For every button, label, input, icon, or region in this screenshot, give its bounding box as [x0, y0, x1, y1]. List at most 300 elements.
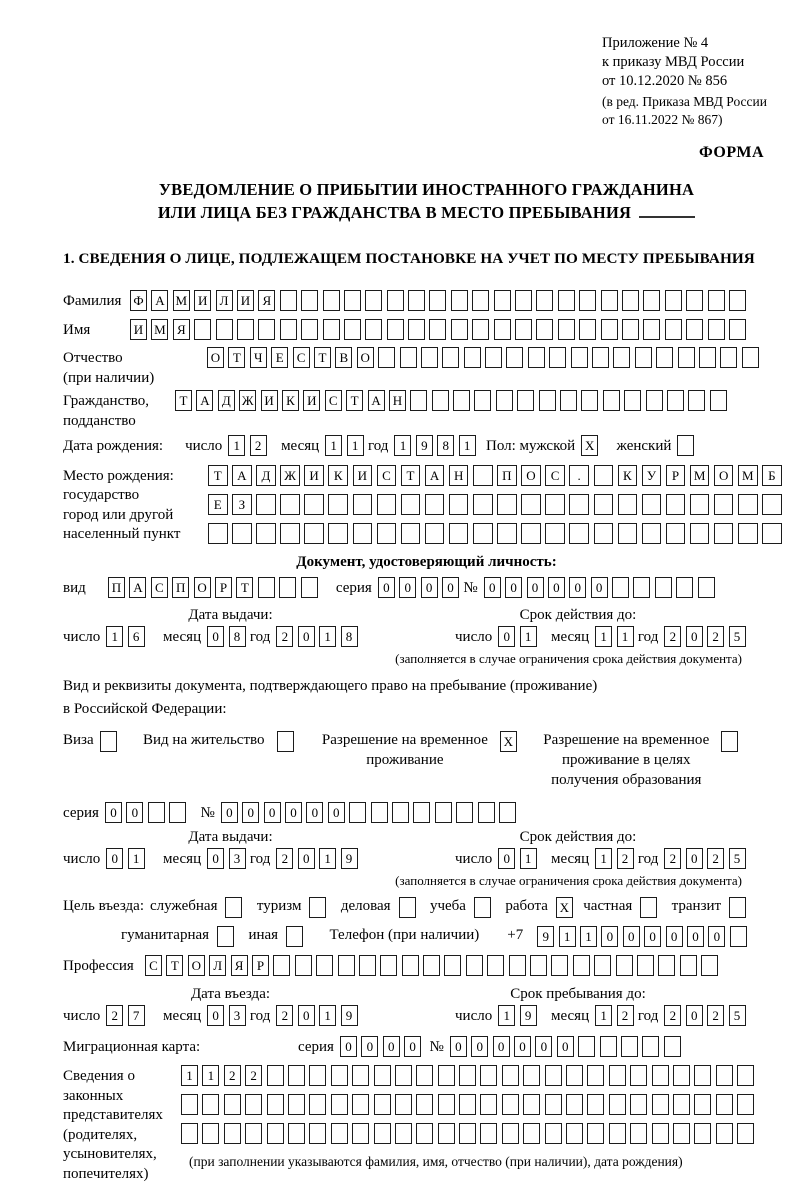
char-box[interactable] [664, 1036, 681, 1057]
char-box[interactable] [509, 955, 526, 976]
char-box[interactable] [444, 955, 461, 976]
char-box[interactable] [601, 290, 618, 311]
char-box[interactable] [673, 1065, 690, 1086]
char-box[interactable] [609, 1094, 626, 1115]
char-box[interactable]: 9 [341, 848, 358, 869]
char-box[interactable] [603, 390, 620, 411]
char-box[interactable]: И [261, 390, 278, 411]
char-box[interactable]: 1 [394, 435, 411, 456]
char-box[interactable] [579, 319, 596, 340]
purpose-other-checkbox[interactable] [286, 926, 307, 947]
char-box[interactable] [545, 1094, 562, 1115]
char-box[interactable] [181, 1094, 198, 1115]
char-box[interactable] [652, 1094, 669, 1115]
identity-valid-month[interactable] [595, 626, 638, 647]
char-box[interactable]: Т [208, 465, 228, 486]
char-box[interactable]: X [556, 897, 573, 918]
char-box[interactable]: О [194, 577, 211, 598]
char-box[interactable] [676, 577, 693, 598]
char-box[interactable]: Н [449, 465, 469, 486]
char-box[interactable]: К [328, 465, 348, 486]
char-box[interactable]: 6 [128, 626, 145, 647]
char-box[interactable] [217, 926, 234, 947]
char-box[interactable] [480, 1123, 497, 1144]
char-box[interactable] [737, 1094, 754, 1115]
char-box[interactable] [594, 523, 614, 544]
char-box[interactable] [352, 1094, 369, 1115]
char-box[interactable]: Д [218, 390, 235, 411]
char-box[interactable] [673, 1123, 690, 1144]
char-box[interactable]: М [151, 319, 168, 340]
identity-valid-day[interactable] [498, 626, 541, 647]
purpose-official-checkbox[interactable] [225, 897, 246, 918]
char-box[interactable] [515, 290, 532, 311]
char-box[interactable]: К [618, 465, 638, 486]
char-box[interactable] [459, 1065, 476, 1086]
char-box[interactable] [472, 319, 489, 340]
char-box[interactable] [633, 577, 650, 598]
char-box[interactable]: С [325, 390, 342, 411]
char-box[interactable] [359, 955, 376, 976]
char-box[interactable] [637, 955, 654, 976]
char-box[interactable] [738, 494, 758, 515]
char-box[interactable] [280, 290, 297, 311]
char-box[interactable] [521, 494, 541, 515]
char-box[interactable] [378, 347, 395, 368]
char-box[interactable] [656, 347, 673, 368]
char-box[interactable]: 2 [707, 848, 724, 869]
char-box[interactable] [708, 290, 725, 311]
char-box[interactable]: 0 [450, 1036, 467, 1057]
char-box[interactable] [466, 955, 483, 976]
char-box[interactable]: К [282, 390, 299, 411]
char-box[interactable] [353, 494, 373, 515]
entry-day[interactable] [106, 1005, 149, 1026]
migration-number-boxes[interactable] [450, 1036, 685, 1057]
char-box[interactable]: П [497, 465, 517, 486]
char-box[interactable] [304, 494, 324, 515]
char-box[interactable] [496, 390, 513, 411]
char-box[interactable] [408, 290, 425, 311]
char-box[interactable]: 1 [595, 626, 612, 647]
char-box[interactable]: Т [228, 347, 245, 368]
char-box[interactable] [216, 319, 233, 340]
char-box[interactable] [642, 523, 662, 544]
char-box[interactable] [694, 1065, 711, 1086]
purpose-tourism-checkbox[interactable] [309, 897, 330, 918]
char-box[interactable] [288, 1123, 305, 1144]
char-box[interactable] [721, 731, 738, 752]
char-box[interactable] [571, 347, 588, 368]
char-box[interactable] [530, 955, 547, 976]
char-box[interactable]: Т [401, 465, 421, 486]
purpose-transit-checkbox[interactable] [729, 897, 750, 918]
identity-issue-month[interactable] [207, 626, 250, 647]
char-box[interactable]: 0 [421, 577, 438, 598]
purpose-study-checkbox[interactable] [474, 897, 495, 918]
char-box[interactable]: 0 [708, 926, 725, 947]
char-box[interactable]: 0 [221, 802, 238, 823]
char-box[interactable]: 1 [325, 435, 342, 456]
representatives-row-3[interactable] [181, 1123, 759, 1144]
char-box[interactable] [515, 319, 532, 340]
entry-year[interactable] [276, 1005, 362, 1026]
char-box[interactable] [594, 494, 614, 515]
entry-month[interactable] [207, 1005, 250, 1026]
char-box[interactable]: 0 [106, 848, 123, 869]
char-box[interactable]: 0 [298, 626, 315, 647]
char-box[interactable] [449, 494, 469, 515]
char-box[interactable]: Д [256, 465, 276, 486]
char-box[interactable] [309, 1094, 326, 1115]
char-box[interactable]: 2 [664, 1005, 681, 1026]
char-box[interactable] [545, 1123, 562, 1144]
char-box[interactable]: 1 [595, 1005, 612, 1026]
char-box[interactable] [545, 494, 565, 515]
char-box[interactable] [331, 1123, 348, 1144]
char-box[interactable]: 0 [514, 1036, 531, 1057]
identity-valid-year[interactable] [664, 626, 750, 647]
char-box[interactable]: 1 [319, 848, 336, 869]
char-box[interactable]: 0 [557, 1036, 574, 1057]
char-box[interactable] [451, 290, 468, 311]
char-box[interactable]: И [353, 465, 373, 486]
char-box[interactable] [421, 347, 438, 368]
char-box[interactable]: 1 [459, 435, 476, 456]
char-box[interactable] [194, 319, 211, 340]
purpose-humanitarian-checkbox[interactable] [217, 926, 238, 947]
char-box[interactable] [521, 523, 541, 544]
char-box[interactable] [309, 1123, 326, 1144]
char-box[interactable]: 0 [298, 1005, 315, 1026]
char-box[interactable]: 0 [207, 626, 224, 647]
residence-valid-year[interactable] [664, 848, 750, 869]
char-box[interactable] [694, 1123, 711, 1144]
char-box[interactable]: 0 [207, 1005, 224, 1026]
char-box[interactable]: 0 [686, 848, 703, 869]
char-box[interactable] [528, 347, 545, 368]
char-box[interactable]: Е [208, 494, 228, 515]
char-box[interactable] [523, 1123, 540, 1144]
char-box[interactable] [566, 1123, 583, 1144]
char-box[interactable]: 0 [264, 802, 281, 823]
purpose-business-checkbox[interactable] [399, 897, 420, 918]
char-box[interactable] [435, 802, 452, 823]
doc-number-boxes[interactable] [484, 577, 719, 598]
char-box[interactable] [442, 347, 459, 368]
char-box[interactable]: 8 [437, 435, 454, 456]
char-box[interactable] [587, 1123, 604, 1144]
char-box[interactable] [630, 1094, 647, 1115]
char-box[interactable] [742, 347, 759, 368]
char-box[interactable]: Б [762, 465, 782, 486]
char-box[interactable] [699, 347, 716, 368]
char-box[interactable] [587, 1065, 604, 1086]
char-box[interactable] [558, 290, 575, 311]
char-box[interactable] [338, 955, 355, 976]
char-box[interactable] [502, 1065, 519, 1086]
char-box[interactable]: Ф [130, 290, 147, 311]
char-box[interactable]: И [194, 290, 211, 311]
char-box[interactable] [449, 523, 469, 544]
residence-issue-day[interactable] [106, 848, 149, 869]
char-box[interactable]: 0 [569, 577, 586, 598]
residence-number-boxes[interactable] [221, 802, 520, 823]
char-box[interactable]: 0 [404, 1036, 421, 1057]
char-box[interactable]: Т [314, 347, 331, 368]
char-box[interactable] [635, 347, 652, 368]
char-box[interactable] [316, 955, 333, 976]
birth-place-row-1[interactable] [208, 465, 786, 486]
char-box[interactable] [609, 1123, 626, 1144]
char-box[interactable] [464, 347, 481, 368]
char-box[interactable]: 0 [687, 926, 704, 947]
char-box[interactable] [710, 390, 727, 411]
char-box[interactable] [100, 731, 117, 752]
char-box[interactable]: 0 [399, 577, 416, 598]
char-box[interactable] [714, 494, 734, 515]
char-box[interactable] [256, 494, 276, 515]
char-box[interactable] [280, 319, 297, 340]
char-box[interactable] [558, 319, 575, 340]
char-box[interactable]: А [151, 290, 168, 311]
char-box[interactable] [331, 1065, 348, 1086]
char-box[interactable] [622, 290, 639, 311]
char-box[interactable] [714, 523, 734, 544]
profession-boxes[interactable] [145, 955, 723, 976]
char-box[interactable] [371, 802, 388, 823]
char-box[interactable] [658, 955, 675, 976]
char-box[interactable] [652, 1065, 669, 1086]
char-box[interactable]: 0 [207, 848, 224, 869]
char-box[interactable]: 5 [729, 848, 746, 869]
char-box[interactable] [737, 1123, 754, 1144]
char-box[interactable] [408, 319, 425, 340]
char-box[interactable]: С [293, 347, 310, 368]
given-name-boxes[interactable] [130, 319, 750, 340]
char-box[interactable]: 0 [498, 626, 515, 647]
char-box[interactable] [762, 523, 782, 544]
char-box[interactable] [643, 319, 660, 340]
char-box[interactable] [453, 390, 470, 411]
char-box[interactable]: 0 [340, 1036, 357, 1057]
char-box[interactable] [762, 494, 782, 515]
char-box[interactable]: 0 [242, 802, 259, 823]
char-box[interactable] [716, 1094, 733, 1115]
char-box[interactable] [169, 802, 186, 823]
char-box[interactable] [301, 319, 318, 340]
char-box[interactable] [456, 802, 473, 823]
char-box[interactable] [551, 955, 568, 976]
residence-issue-month[interactable] [207, 848, 250, 869]
char-box[interactable]: 1 [128, 848, 145, 869]
char-box[interactable]: И [303, 390, 320, 411]
migration-series-boxes[interactable] [340, 1036, 426, 1057]
char-box[interactable]: 0 [623, 926, 640, 947]
char-box[interactable] [438, 1094, 455, 1115]
char-box[interactable] [678, 347, 695, 368]
char-box[interactable] [601, 319, 618, 340]
char-box[interactable] [392, 802, 409, 823]
char-box[interactable]: А [368, 390, 385, 411]
char-box[interactable]: 1 [228, 435, 245, 456]
char-box[interactable] [328, 523, 348, 544]
char-box[interactable]: Л [209, 955, 226, 976]
char-box[interactable] [374, 1123, 391, 1144]
char-box[interactable] [487, 955, 504, 976]
char-box[interactable] [616, 955, 633, 976]
char-box[interactable] [267, 1094, 284, 1115]
char-box[interactable]: 1 [617, 626, 634, 647]
char-box[interactable]: 8 [341, 626, 358, 647]
char-box[interactable] [716, 1123, 733, 1144]
char-box[interactable] [621, 1036, 638, 1057]
char-box[interactable]: 7 [128, 1005, 145, 1026]
char-box[interactable] [328, 494, 348, 515]
char-box[interactable] [665, 290, 682, 311]
stay-month[interactable] [595, 1005, 638, 1026]
char-box[interactable] [613, 347, 630, 368]
char-box[interactable]: Я [231, 955, 248, 976]
char-box[interactable] [729, 319, 746, 340]
char-box[interactable] [690, 523, 710, 544]
char-box[interactable]: 0 [306, 802, 323, 823]
surname-boxes[interactable] [130, 290, 750, 311]
char-box[interactable]: У [642, 465, 662, 486]
char-box[interactable]: 1 [580, 926, 597, 947]
char-box[interactable] [478, 802, 495, 823]
char-box[interactable]: 0 [601, 926, 618, 947]
char-box[interactable] [181, 1123, 198, 1144]
char-box[interactable] [352, 1123, 369, 1144]
char-box[interactable] [630, 1123, 647, 1144]
char-box[interactable]: 0 [505, 577, 522, 598]
char-box[interactable]: Т [346, 390, 363, 411]
char-box[interactable]: 8 [229, 626, 246, 647]
char-box[interactable] [473, 465, 493, 486]
char-box[interactable] [365, 290, 382, 311]
char-box[interactable] [438, 1065, 455, 1086]
char-box[interactable] [569, 494, 589, 515]
char-box[interactable] [579, 290, 596, 311]
char-box[interactable] [566, 1094, 583, 1115]
char-box[interactable]: 0 [493, 1036, 510, 1057]
birth-place-row-2[interactable] [208, 494, 786, 515]
char-box[interactable]: О [188, 955, 205, 976]
char-box[interactable]: С [545, 465, 565, 486]
char-box[interactable]: Т [166, 955, 183, 976]
char-box[interactable] [387, 290, 404, 311]
birth-place-row-3[interactable] [208, 523, 786, 544]
char-box[interactable] [666, 523, 686, 544]
doc-series-boxes[interactable] [378, 577, 464, 598]
char-box[interactable] [202, 1123, 219, 1144]
char-box[interactable]: 0 [126, 802, 143, 823]
char-box[interactable] [686, 319, 703, 340]
doc-type-boxes[interactable] [108, 577, 322, 598]
char-box[interactable] [288, 1065, 305, 1086]
char-box[interactable] [423, 955, 440, 976]
patronymic-boxes[interactable] [207, 347, 763, 368]
char-box[interactable]: А [425, 465, 445, 486]
char-box[interactable] [640, 897, 657, 918]
char-box[interactable]: Т [175, 390, 192, 411]
char-box[interactable] [245, 1123, 262, 1144]
char-box[interactable] [677, 435, 694, 456]
char-box[interactable]: О [714, 465, 734, 486]
char-box[interactable] [377, 523, 397, 544]
char-box[interactable] [729, 290, 746, 311]
char-box[interactable] [566, 1065, 583, 1086]
char-box[interactable]: М [738, 465, 758, 486]
char-box[interactable] [401, 494, 421, 515]
char-box[interactable]: 1 [520, 626, 537, 647]
char-box[interactable] [425, 523, 445, 544]
char-box[interactable]: 1 [595, 848, 612, 869]
char-box[interactable]: 0 [527, 577, 544, 598]
char-box[interactable]: 3 [229, 848, 246, 869]
purpose-private-checkbox[interactable] [640, 897, 661, 918]
char-box[interactable] [258, 577, 275, 598]
char-box[interactable]: 0 [484, 577, 501, 598]
char-box[interactable]: С [377, 465, 397, 486]
char-box[interactable]: П [108, 577, 125, 598]
char-box[interactable]: 9 [341, 1005, 358, 1026]
char-box[interactable] [416, 1123, 433, 1144]
char-box[interactable]: 0 [298, 848, 315, 869]
char-box[interactable]: 1 [559, 926, 576, 947]
birth-year-boxes[interactable] [394, 435, 480, 456]
residence-valid-day[interactable] [498, 848, 541, 869]
char-box[interactable]: 2 [617, 1005, 634, 1026]
char-box[interactable]: 0 [535, 1036, 552, 1057]
char-box[interactable] [432, 390, 449, 411]
char-box[interactable] [202, 1094, 219, 1115]
char-box[interactable] [148, 802, 165, 823]
char-box[interactable] [594, 955, 611, 976]
char-box[interactable] [309, 897, 326, 918]
char-box[interactable] [549, 347, 566, 368]
char-box[interactable] [642, 494, 662, 515]
char-box[interactable] [267, 1123, 284, 1144]
char-box[interactable]: О [207, 347, 224, 368]
char-box[interactable]: Р [252, 955, 269, 976]
char-box[interactable]: Е [271, 347, 288, 368]
char-box[interactable] [267, 1065, 284, 1086]
char-box[interactable] [502, 1094, 519, 1115]
char-box[interactable] [353, 523, 373, 544]
sex-male-checkbox[interactable] [581, 435, 602, 456]
char-box[interactable]: 1 [319, 1005, 336, 1026]
char-box[interactable]: 0 [378, 577, 395, 598]
char-box[interactable]: 2 [664, 848, 681, 869]
char-box[interactable] [280, 523, 300, 544]
stay-day[interactable] [498, 1005, 541, 1026]
char-box[interactable]: М [690, 465, 710, 486]
char-box[interactable]: А [232, 465, 252, 486]
char-box[interactable] [652, 1123, 669, 1144]
char-box[interactable]: 9 [416, 435, 433, 456]
char-box[interactable] [592, 347, 609, 368]
char-box[interactable] [438, 1123, 455, 1144]
char-box[interactable] [609, 1065, 626, 1086]
char-box[interactable] [618, 494, 638, 515]
char-box[interactable] [536, 290, 553, 311]
char-box[interactable]: 2 [276, 626, 293, 647]
char-box[interactable] [377, 494, 397, 515]
char-box[interactable]: 3 [229, 1005, 246, 1026]
char-box[interactable]: 2 [707, 626, 724, 647]
